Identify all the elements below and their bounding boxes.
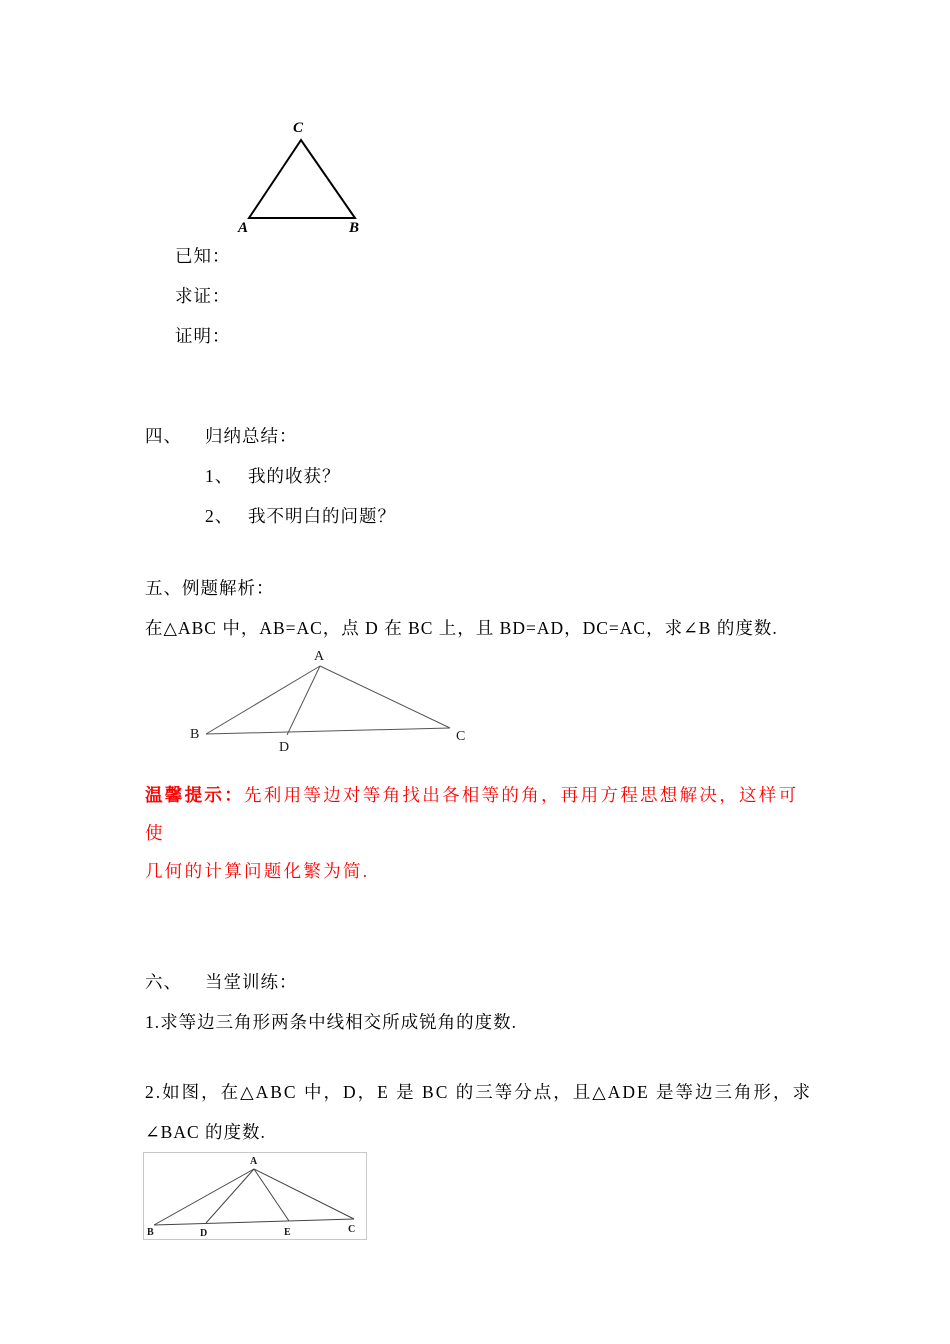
prove-line: 求证： xyxy=(175,286,231,306)
triangle-abc-svg xyxy=(237,118,377,236)
section4-item-2 xyxy=(205,496,817,536)
warm-tip-line2: 几何的计算问题化繁为简. xyxy=(145,861,370,881)
edge-bc xyxy=(154,1219,354,1225)
edge-bc xyxy=(206,728,450,734)
warm-tip xyxy=(145,776,817,890)
triangle-abdec-svg xyxy=(144,1153,366,1239)
triangle-diagram-training xyxy=(143,1152,367,1240)
vertex-label-b: B xyxy=(349,220,360,236)
warm-tip-text1: 先利用等边对等角找出各相等的角，再用方程思想解决，这样可使 xyxy=(145,785,799,843)
vertex-label-c: C xyxy=(456,729,466,744)
vertex-label-c: C xyxy=(348,1224,356,1235)
item2-number: 2、 xyxy=(205,506,234,526)
item1-number: 1、 xyxy=(205,466,234,486)
example-problem-text: 在△ABC 中，AB=AC，点 D 在 BC 上，且 BD=AD，DC=AC，求∠B 的度数. xyxy=(145,618,778,638)
warm-tip-line1 xyxy=(145,776,817,852)
point-label-d: D xyxy=(279,740,290,752)
given-line: 已知： xyxy=(175,246,231,266)
section4-item-1 xyxy=(205,456,817,496)
segment-ad xyxy=(206,1169,254,1223)
edge-ab xyxy=(206,666,320,734)
vertex-label-a: A xyxy=(238,220,249,236)
training-question-2-line2: ∠BAC 的度数. xyxy=(145,1122,266,1142)
item1-text: 我的收获？ xyxy=(248,466,341,486)
vertex-label-a: A xyxy=(250,1156,258,1167)
point-label-d: D xyxy=(200,1228,208,1239)
training-question-2-line1: 2.如图，在△ABC 中，D，E 是 BC 的三等分点，且△ADE 是等边三角形，求 xyxy=(145,1082,813,1102)
edge-ac xyxy=(254,1169,354,1219)
triangle-outline xyxy=(249,140,355,218)
vertex-label-a: A xyxy=(314,649,325,664)
triangle-diagram-proof xyxy=(237,118,377,236)
item2-text: 我不明白的问题？ xyxy=(248,506,396,526)
section6-title: 当堂训练： xyxy=(205,972,298,992)
vertex-label-c: C xyxy=(293,120,304,136)
segment-ae xyxy=(254,1169,289,1221)
section4-title: 归纳总结： xyxy=(205,426,298,446)
edge-ab xyxy=(154,1169,254,1225)
proof-line: 证明： xyxy=(175,326,231,346)
section6-heading xyxy=(145,962,817,1002)
vertex-label-b: B xyxy=(190,727,200,742)
warm-tip-prefix: 温馨提示： xyxy=(145,785,244,805)
section6-number: 六、 xyxy=(145,972,182,992)
training-question-1: 1.求等边三角形两条中线相交所成锐角的度数. xyxy=(145,1012,517,1032)
vertex-label-b: B xyxy=(147,1227,154,1238)
triangle-diagram-example xyxy=(190,648,482,752)
section4-number: 四、 xyxy=(145,426,182,446)
triangle-abcd-svg xyxy=(190,648,482,752)
edge-ac xyxy=(320,666,450,728)
section4-heading xyxy=(145,416,817,456)
point-label-e: E xyxy=(284,1227,291,1238)
section5-heading: 五、例题解析： xyxy=(145,578,275,598)
